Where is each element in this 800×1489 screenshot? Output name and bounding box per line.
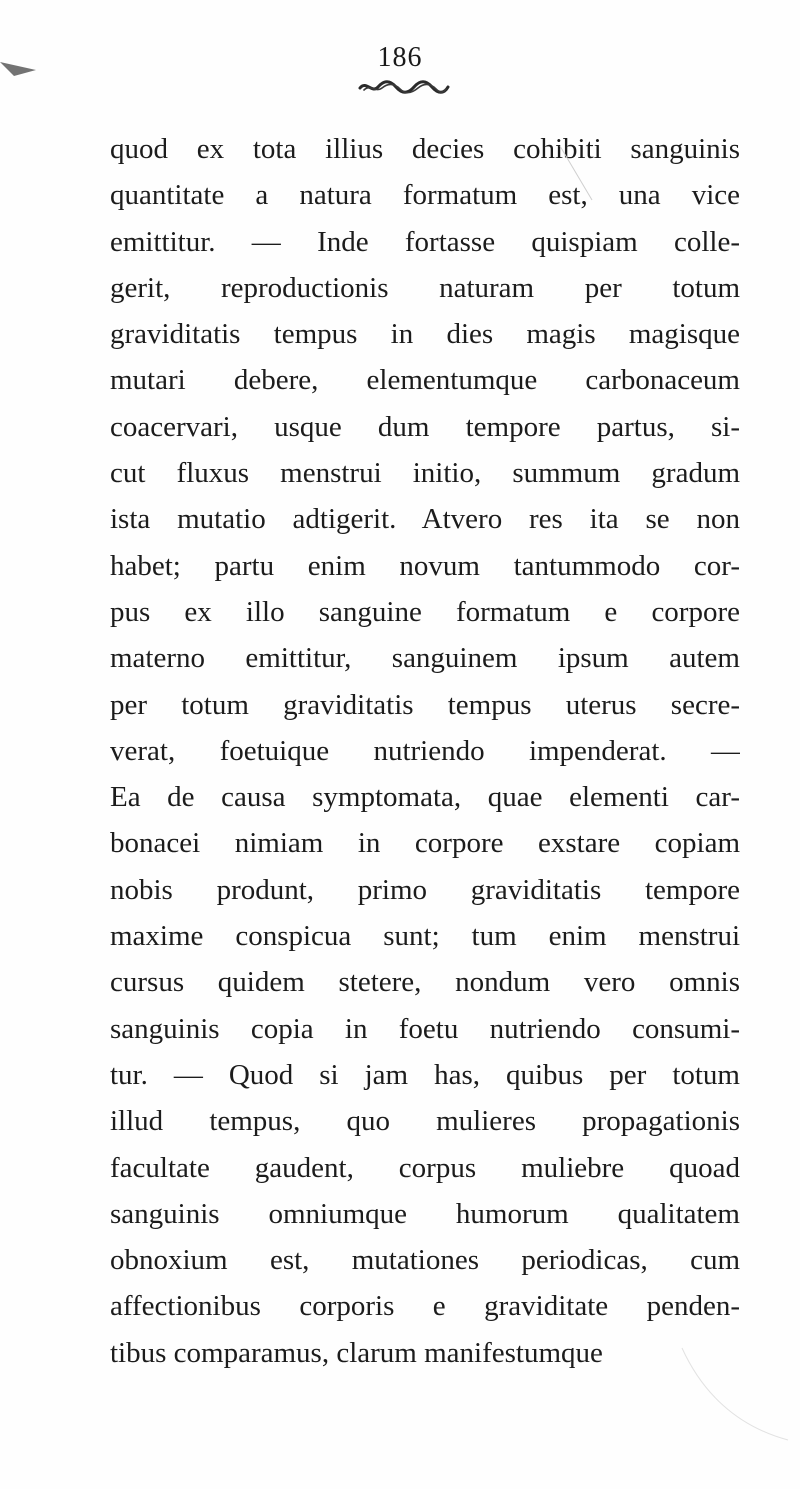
text-line: quod ex tota illius decies cohibiti sanguinis <box>110 133 740 165</box>
text-line: verat, foetuique nutriendo impenderat. — <box>110 734 740 767</box>
text-line: maxime conspicua sunt; tum enim menstrui <box>110 920 740 953</box>
text-line: facultate gaudent, corpus muliebre quoad <box>110 1151 740 1184</box>
text-line: cursus quidem stetere, nondum vero omnis <box>110 966 740 999</box>
text-line: emittitur. — Inde fortasse quispiam colle- <box>110 225 740 258</box>
text-line: sanguinis copia in foetu nutriendo consumi- <box>110 1012 740 1045</box>
text-line: materno emittitur, sanguinem ipsum autem <box>110 642 740 675</box>
text-line: obnoxium est, mutationes periodicas, cum <box>110 1244 740 1277</box>
text-line: Ea de causa symptomata, quae elementi car- <box>110 781 740 814</box>
text-line: mutari debere, elementumque carbonaceum <box>110 364 740 397</box>
text-line: affectionibus corporis e graviditate penden- <box>110 1290 740 1323</box>
text-line: nobis produnt, primo graviditatis tempore <box>110 873 740 906</box>
text-line: sanguinis omniumque humorum qualitatem <box>110 1197 740 1230</box>
text-line: graviditatis tempus in dies magis magisque <box>110 318 740 351</box>
text-line: quantitate a natura formatum est, una vice <box>110 179 740 212</box>
text-line: habet; partu enim novum tantummodo cor- <box>110 549 740 582</box>
text-line: illud tempus, quo mulieres propagationis <box>110 1105 740 1138</box>
text-line: coacervari, usque dum tempore partus, si- <box>110 410 740 443</box>
text-line: tibus comparamus, clarum manifestumque <box>110 1336 603 1369</box>
body-text <box>110 126 740 1376</box>
wavy-ornament-icon <box>358 79 450 95</box>
text-line: tur. — Quod si jam has, quibus per totum <box>110 1058 740 1091</box>
text-line: pus ex illo sanguine formatum e corpore <box>110 595 740 628</box>
text-line: cut fluxus menstrui initio, summum gradum <box>110 457 740 490</box>
text-line: per totum graviditatis tempus uterus secre- <box>110 688 740 721</box>
text-line: bonacei nimiam in corpore exstare copiam <box>110 827 740 860</box>
page-number: 186 <box>377 42 423 73</box>
text-line: gerit, reproductionis naturam per totum <box>110 271 740 304</box>
text-line: ista mutatio adtigerit. Atvero res ita se non <box>110 503 740 536</box>
